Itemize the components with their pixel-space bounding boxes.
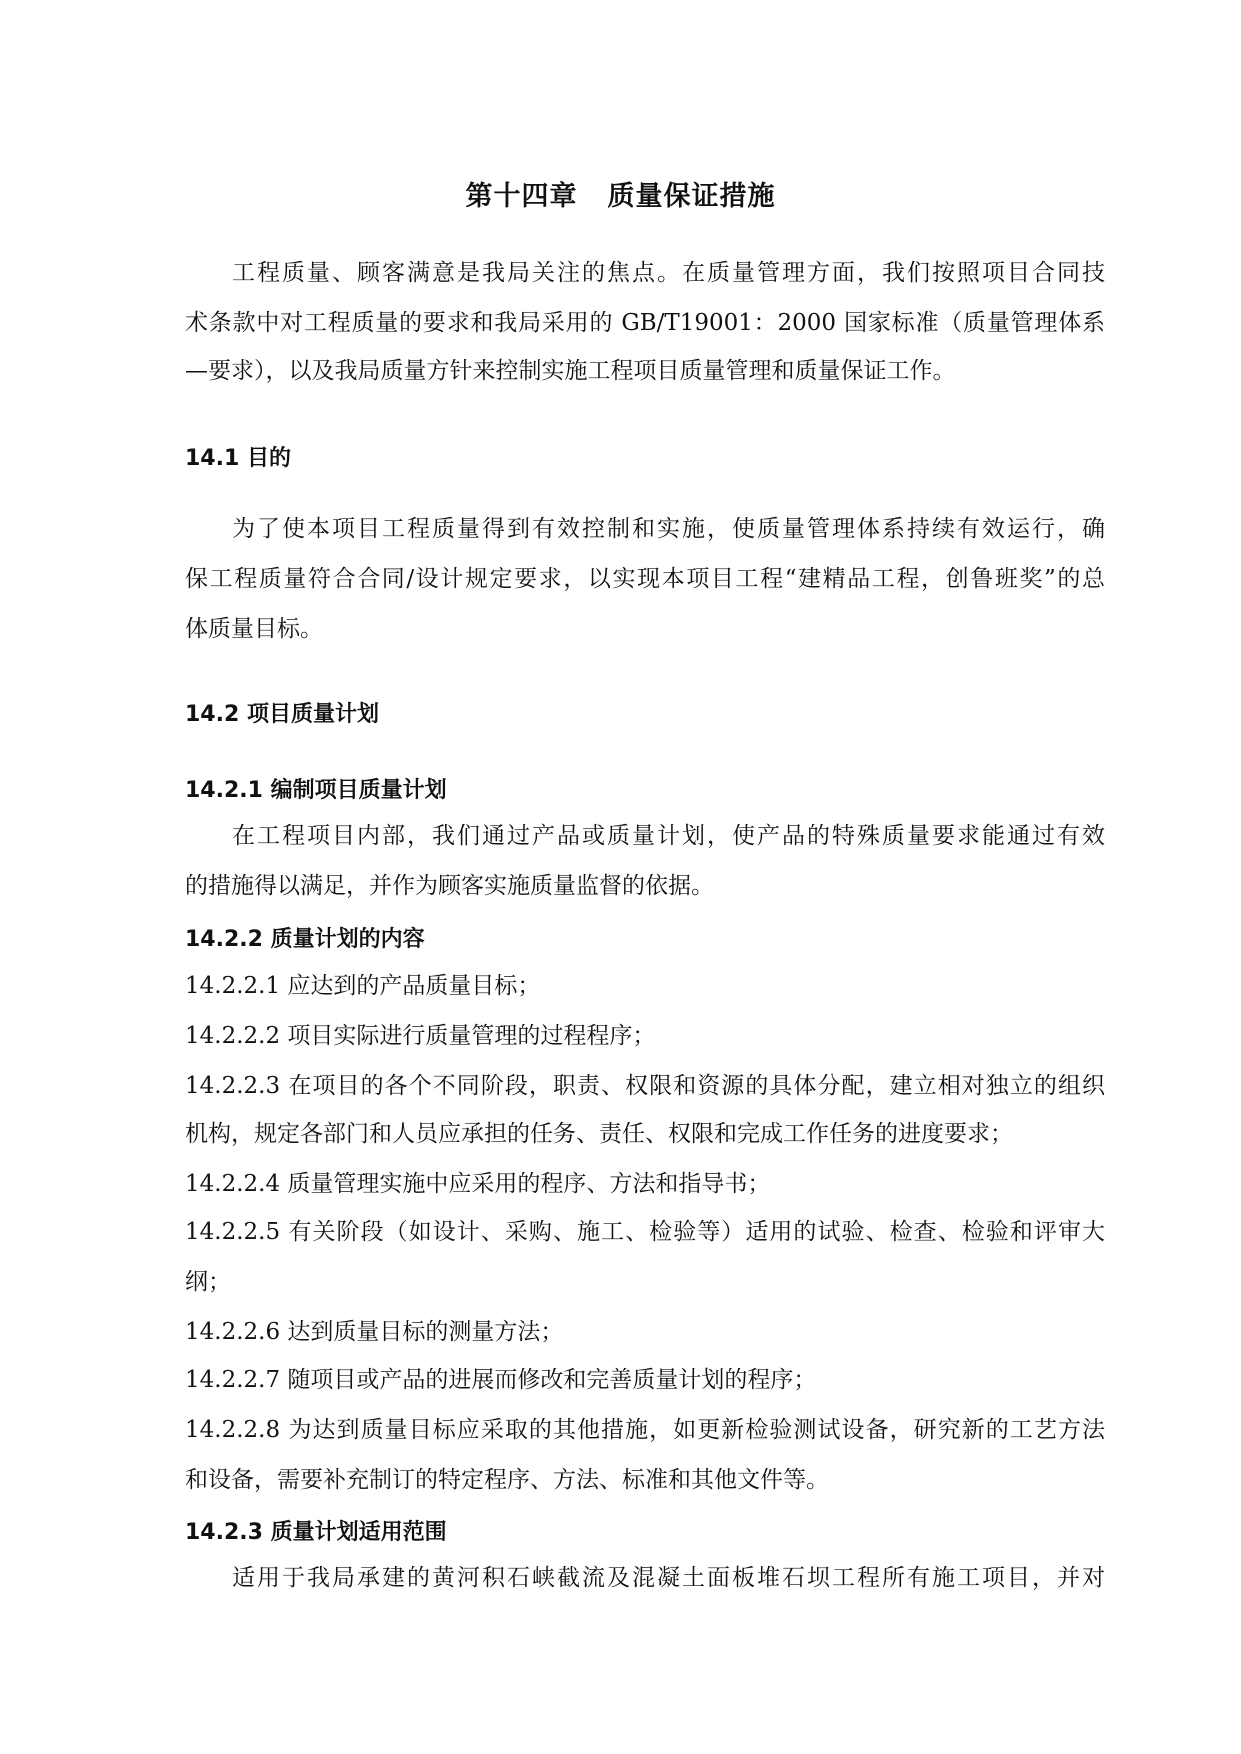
intro-line-1: 工程质量、顾客满意是我局关注的焦点。在质量管理方面，我们按照项目合同技: [232, 260, 1105, 286]
s14-2-1-line-2: 的措施得以满足，并作为顾客实施质量监督的依据。: [185, 873, 714, 899]
s14-2-3-line-1: 适用于我局承建的黄河积石峡截流及混凝土面板堆石坝工程所有施工项目，并对: [232, 1565, 1105, 1591]
s14-2-2-item-8: 14.2.2.8 为达到质量目标应采取的其他措施，如更新检验测试设备，研究新的工艺方法: [185, 1417, 1105, 1443]
section-heading-14-2-2: 14.2.2 质量计划的内容: [185, 927, 425, 952]
chapter-title: [0, 174, 1241, 213]
s14-2-2-item-4: 14.2.2.4 质量管理实施中应采用的程序、方法和指导书；: [185, 1171, 771, 1197]
chapter-name: 质量保证措施: [607, 181, 776, 212]
s14-2-2-item-6: 14.2.2.6 达到质量目标的测量方法；: [185, 1319, 564, 1345]
s14-1-line-3: 体质量目标。: [185, 616, 323, 642]
section-heading-14-2: 14.2 项目质量计划: [185, 702, 379, 727]
s14-2-2-item-3-cont: 机构，规定各部门和人员应承担的任务、责任、权限和完成工作任务的进度要求；: [185, 1121, 1013, 1147]
intro-line-3: —要求），以及我局质量方针来控制实施工程项目质量管理和质量保证工作。: [185, 358, 956, 384]
s14-2-2-item-8-cont: 和设备，需要补充制订的特定程序、方法、标准和其他文件等。: [185, 1467, 829, 1493]
s14-2-2-item-7: 14.2.2.7 随项目或产品的进展而修改和完善质量计划的程序；: [185, 1367, 817, 1393]
s14-1-line-2: 保工程质量符合合同/设计规定要求，以实现本项目工程“建精品工程，创鲁班奖”的总: [185, 566, 1105, 592]
section-heading-14-2-3: 14.2.3 质量计划适用范围: [185, 1520, 447, 1545]
s14-2-2-item-2: 14.2.2.2 项目实际进行质量管理的过程程序；: [185, 1023, 656, 1049]
section-heading-14-2-1: 14.2.1 编制项目质量计划: [185, 778, 447, 803]
section-heading-14-1: 14.1 目的: [185, 446, 291, 471]
s14-1-line-1: 为了使本项目工程质量得到有效控制和实施，使质量管理体系持续有效运行，确: [232, 516, 1105, 542]
intro-line-2: 术条款中对工程质量的要求和我局采用的 GB/T19001：2000 国家标准（质量管理体系: [185, 310, 1105, 336]
s14-2-2-item-5-cont: 纲；: [185, 1269, 231, 1295]
s14-2-1-line-1: 在工程项目内部，我们通过产品或质量计划，使产品的特殊质量要求能通过有效: [232, 823, 1105, 849]
s14-2-2-item-5: 14.2.2.5 有关阶段（如设计、采购、施工、检验等）适用的试验、检查、检验和评审大: [185, 1219, 1105, 1245]
s14-2-2-item-3: 14.2.2.3 在项目的各个不同阶段，职责、权限和资源的具体分配，建立相对独立的组织: [185, 1073, 1105, 1099]
s14-2-2-item-1: 14.2.2.1 应达到的产品质量目标；: [185, 973, 541, 999]
chapter-number: 第十四章: [465, 181, 578, 212]
